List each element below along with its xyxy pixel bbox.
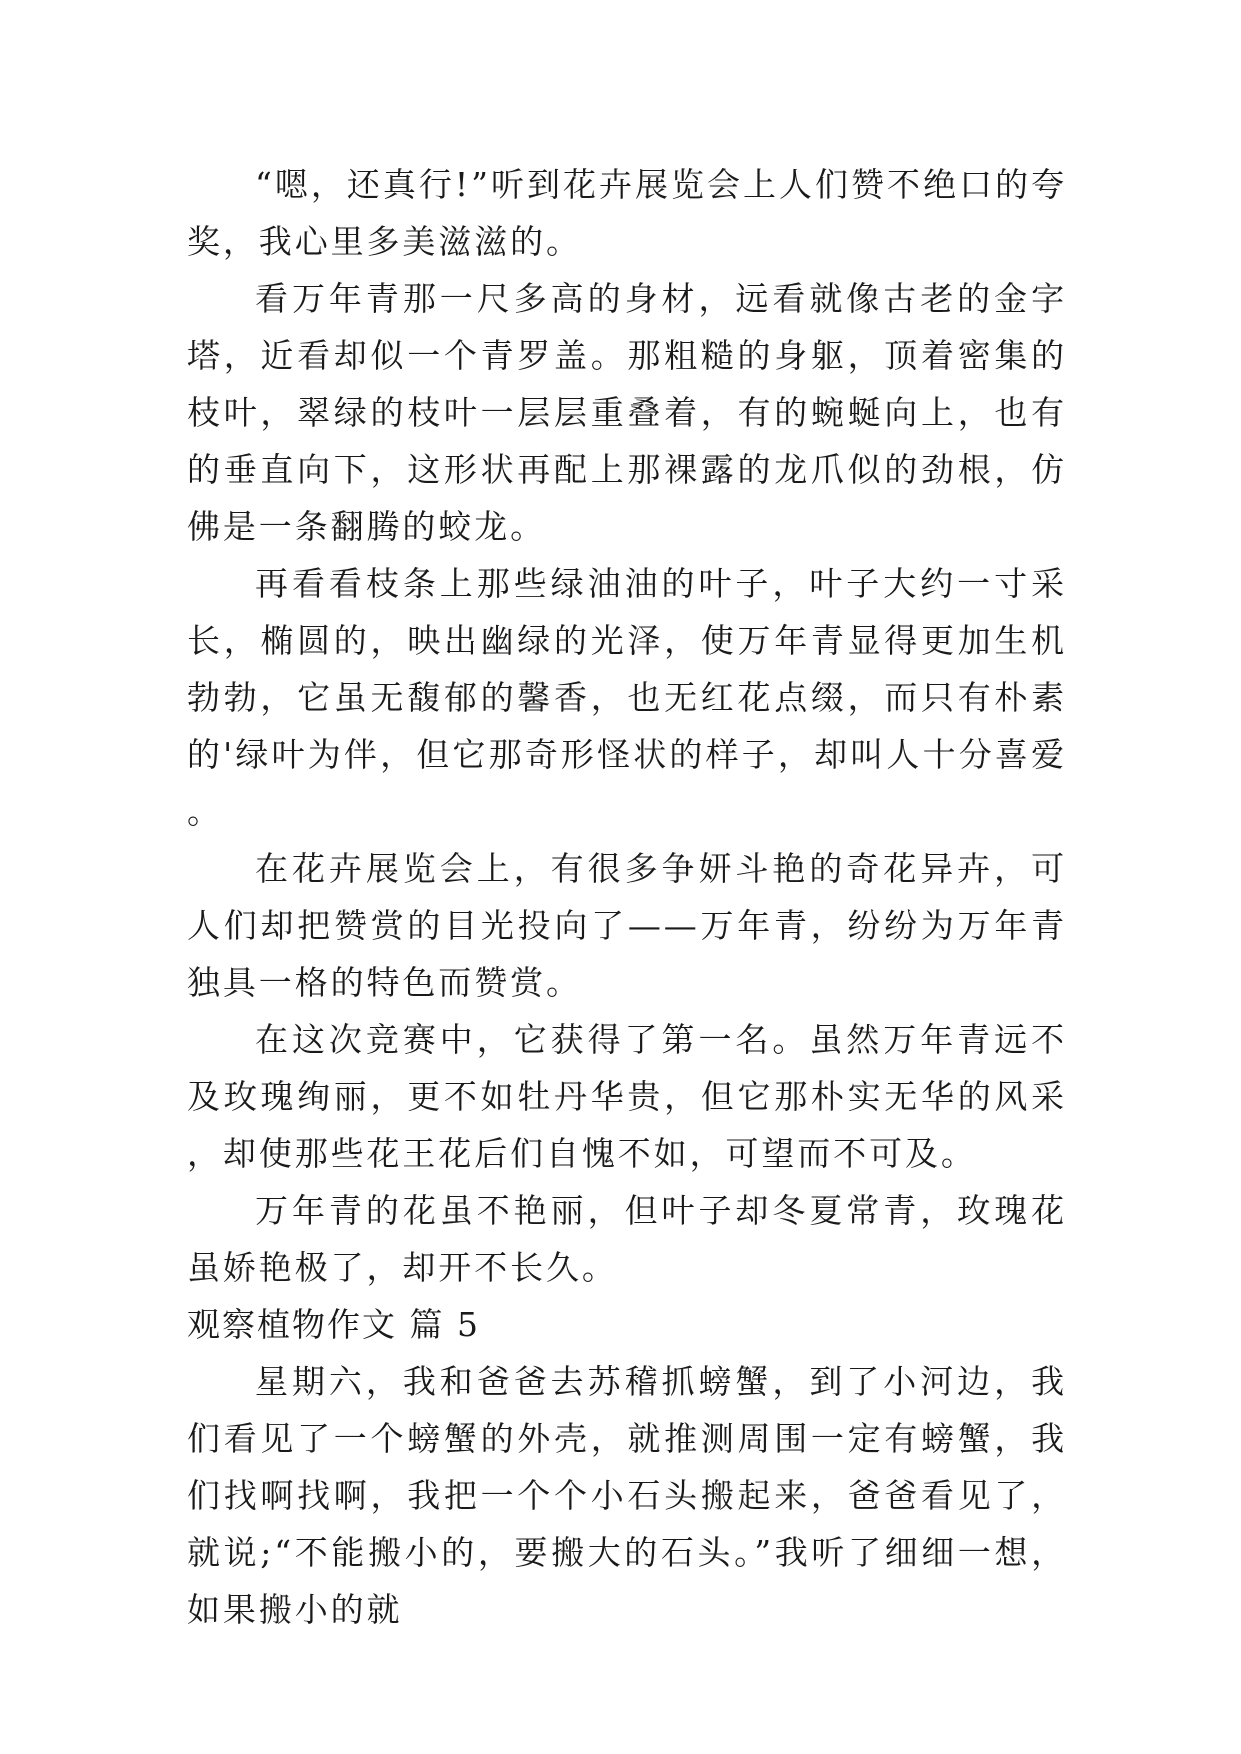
paragraph-crab: 星期六，我和爸爸去苏稽抓螃蟹，到了小河边，我们看见了一个螃蟹的外壳，就推测周围一定有螃蟹，我们找啊找啊，我把一个个小石头搬起来，爸爸看见了，就说;“不能搬小的，要搬大的石头。”我听了细细一想，如果搬小的就: [187, 1362, 1067, 1629]
paragraph-evergreen: 万年青的花虽不艳丽，但叶子却冬夏常青，玫瑰花虽娇艳极了，却开不长久。: [187, 1191, 1067, 1287]
paragraph-leaves: 再看看枝条上那些绿油油的叶子，叶子大约一寸采长，椭圆的，映出幽绿的光泽，使万年青显得更加生机勃勃，它虽无馥郁的馨香，也无红花点缀，而只有朴素的'绿叶为伴，但它那奇形怪状的样子，却叫人十分喜爱。: [187, 564, 1067, 831]
paragraph-competition: 在这次竞赛中，它获得了第一名。虽然万年青远不及玫瑰绚丽，更不如牡丹华贵，但它那朴实无华的风采，却使那些花王花后们自愧不如，可望而不可及。: [187, 1020, 1067, 1173]
paragraph-exhibition: 在花卉展览会上，有很多争妍斗艳的奇花异卉，可人们却把赞赏的目光投向了——万年青，纷纷为万年青独具一格的特色而赞赏。: [187, 849, 1067, 1002]
section-heading: 观察植物作文 篇 5: [187, 1305, 480, 1344]
paragraph-shape: 看万年青那一尺多高的身材，远看就像古老的金字塔，近看却似一个青罗盖。那粗糙的身躯，顶着密集的枝叶，翠绿的枝叶一层层重叠着，有的蜿蜒向上，也有的垂直向下，这形状再配上那裸露的龙爪似的劲根，仿佛是一条翻腾的蛟龙。: [187, 279, 1067, 546]
document-body: [187, 156, 1067, 1638]
paragraph-praise: “嗯，还真行!”听到花卉展览会上人们赞不绝口的夸奖，我心里多美滋滋的。: [187, 165, 1067, 261]
